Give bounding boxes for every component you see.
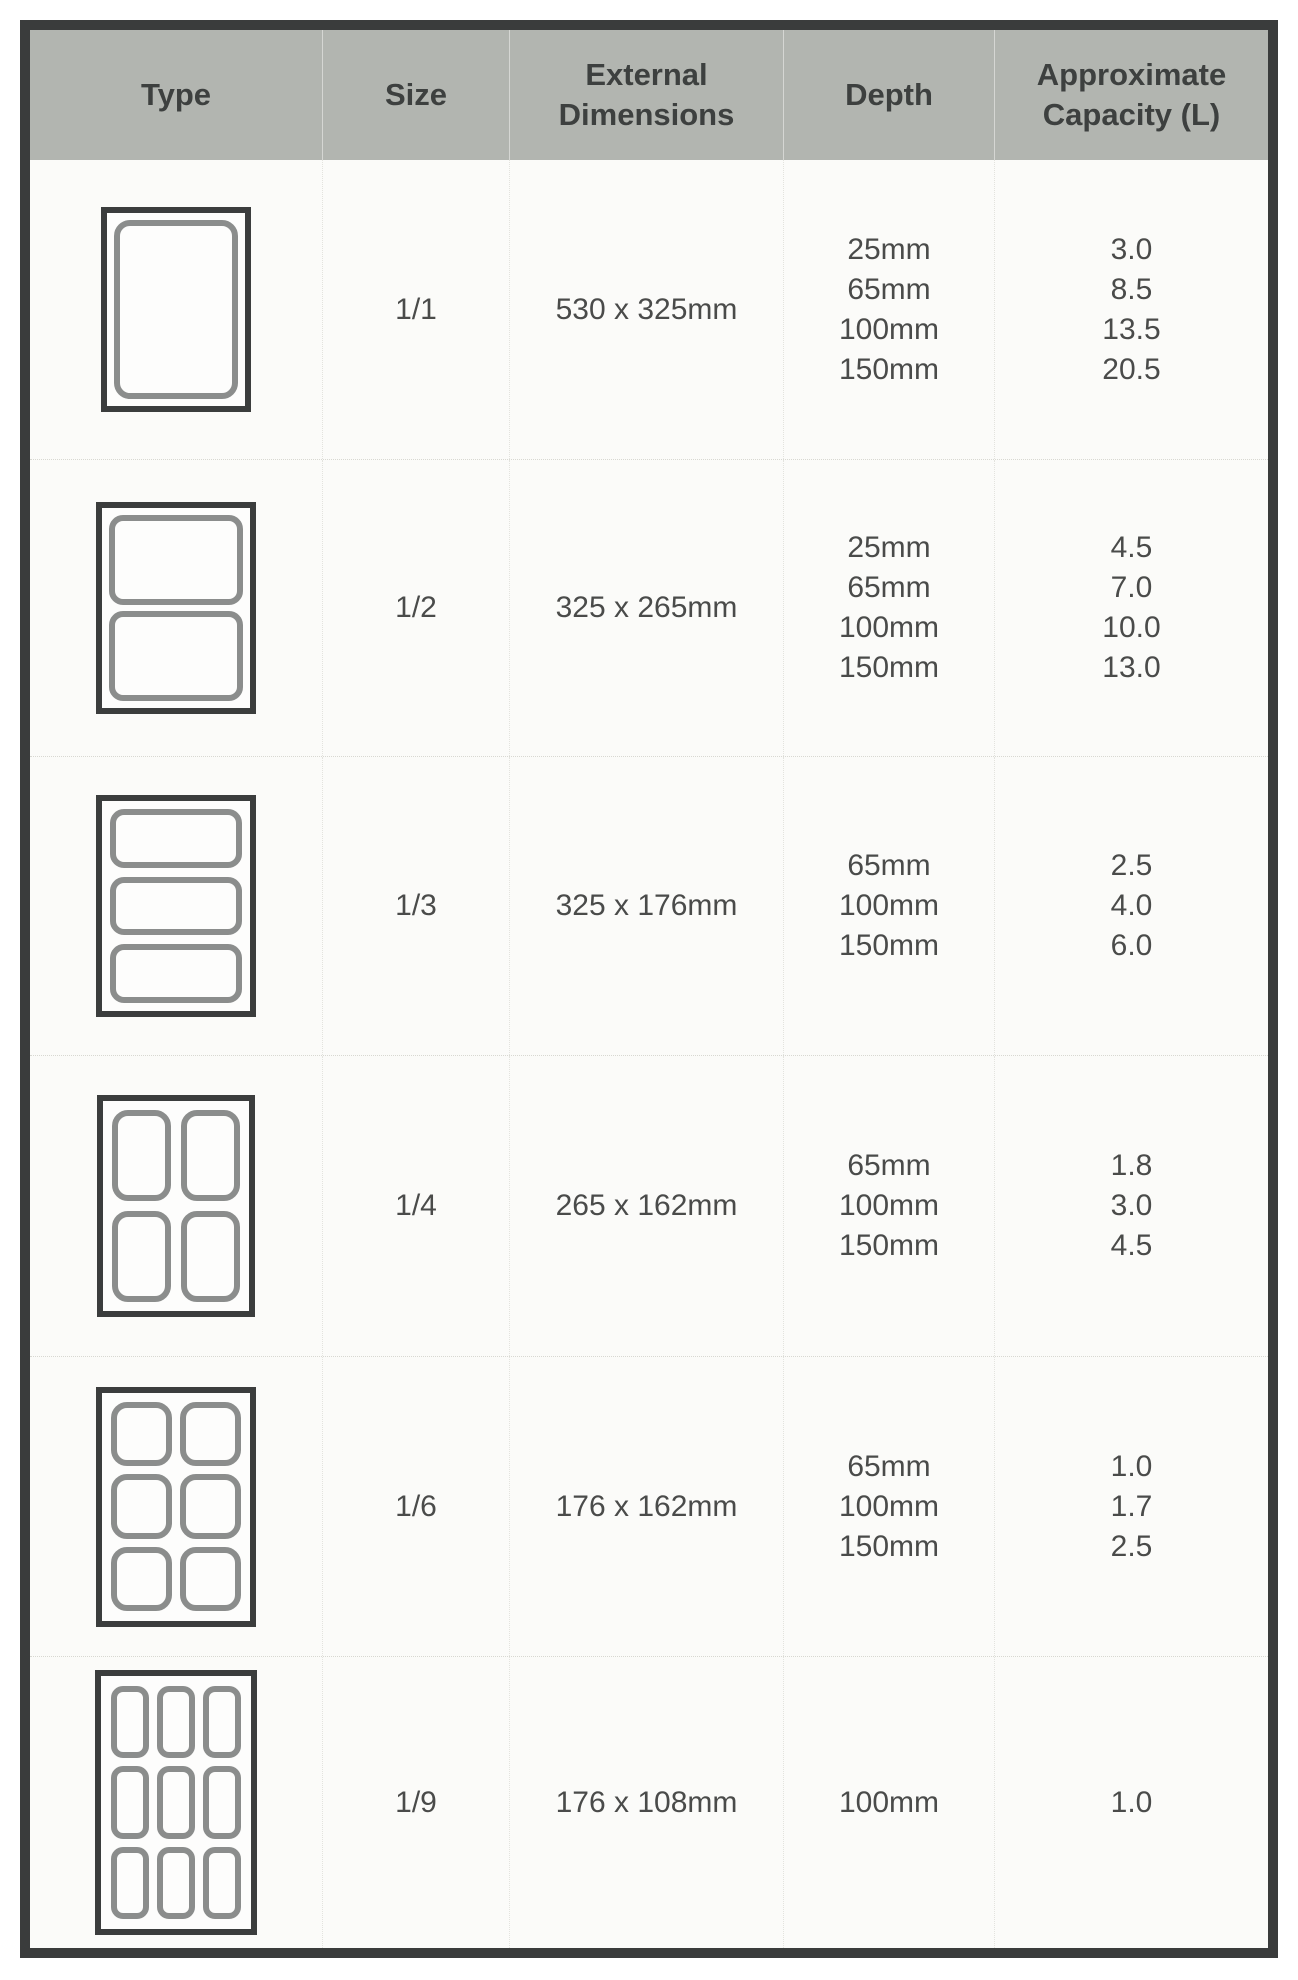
pan-compartment <box>157 1766 195 1838</box>
table-row <box>30 459 1268 756</box>
pan-compartment <box>181 1211 240 1302</box>
size-cell: 1/6 <box>322 1357 509 1656</box>
size-cell: 1/2 <box>322 460 509 756</box>
depth-value: 100mm <box>838 611 940 644</box>
pan-compartment <box>180 1474 241 1539</box>
capacity-value: 6.0 <box>1110 929 1153 962</box>
capacity-cell <box>994 160 1268 459</box>
capacity-cell <box>994 1657 1268 1948</box>
column-header-external-dimensions: External Dimensions <box>509 30 783 160</box>
table-row <box>30 1356 1268 1656</box>
size-cell: 1/9 <box>322 1657 509 1948</box>
table-row <box>30 160 1268 459</box>
pan-compartment <box>111 1547 172 1612</box>
depth-cell <box>783 160 994 459</box>
depth-value: 100mm <box>838 1785 940 1819</box>
capacity-value: 13.5 <box>1102 312 1161 346</box>
capacity-cell <box>994 460 1268 756</box>
depth-value: 100mm <box>838 312 940 346</box>
depth-cell <box>783 1657 994 1948</box>
capacity-value: 3.0 <box>1110 1189 1153 1222</box>
table-row <box>30 1055 1268 1356</box>
dimensions-cell: 176 x 108mm <box>509 1657 783 1948</box>
pan-compartment <box>111 1686 149 1758</box>
depth-value: 100mm <box>838 1189 940 1222</box>
pan-compartment <box>110 877 242 936</box>
capacity-value: 7.0 <box>1110 571 1153 604</box>
pan-compartment <box>180 1402 241 1467</box>
capacity-value: 4.5 <box>1110 531 1153 564</box>
capacity-value: 8.5 <box>1110 272 1153 306</box>
pan-compartment <box>203 1766 241 1838</box>
type-cell <box>30 160 322 459</box>
table-header-row <box>30 30 1268 160</box>
capacity-value: 20.5 <box>1102 352 1161 386</box>
table-row <box>30 756 1268 1055</box>
column-header-size: Size <box>322 30 509 160</box>
capacity-value: 13.0 <box>1102 651 1161 684</box>
capacity-value: 1.0 <box>1110 1449 1153 1483</box>
size-cell: 1/1 <box>322 160 509 459</box>
depth-cell <box>783 460 994 756</box>
size-cell: 1/3 <box>322 757 509 1055</box>
capacity-value: 4.5 <box>1110 1229 1153 1262</box>
pan-compartment <box>203 1686 241 1758</box>
pan-compartment <box>111 1402 172 1467</box>
pan-compartment <box>110 944 242 1003</box>
pan-compartment <box>114 220 238 399</box>
depth-cell <box>783 1056 994 1356</box>
pan-compartment <box>110 809 242 868</box>
depth-value: 150mm <box>838 352 940 386</box>
column-header-depth: Depth <box>783 30 994 160</box>
pan-compartment <box>181 1110 240 1201</box>
pan-compartment <box>111 1766 149 1838</box>
column-header-type: Type <box>140 76 212 112</box>
depth-value: 150mm <box>838 929 940 962</box>
pan-1-1-icon <box>101 207 251 412</box>
capacity-value: 1.8 <box>1110 1149 1153 1182</box>
depth-value: 65mm <box>847 571 931 604</box>
depth-value: 150mm <box>838 1529 940 1563</box>
size-cell: 1/4 <box>322 1056 509 1356</box>
depth-value: 100mm <box>838 889 940 922</box>
depth-value: 65mm <box>847 272 931 306</box>
dimensions-cell: 530 x 325mm <box>509 160 783 459</box>
pan-1-6-icon <box>96 1387 256 1627</box>
depth-value: 65mm <box>847 1449 931 1483</box>
capacity-value: 1.0 <box>1110 1785 1153 1819</box>
depth-value: 25mm <box>847 531 931 564</box>
dimensions-cell: 265 x 162mm <box>509 1056 783 1356</box>
depth-cell <box>783 1357 994 1656</box>
gastronorm-size-table <box>20 20 1278 1958</box>
table-row <box>30 1656 1268 1948</box>
capacity-value: 1.7 <box>1110 1489 1153 1523</box>
depth-value: 150mm <box>838 1229 940 1262</box>
capacity-value: 4.0 <box>1110 889 1153 922</box>
dimensions-cell: 325 x 176mm <box>509 757 783 1055</box>
type-cell <box>30 1357 322 1656</box>
depth-value: 65mm <box>847 1149 931 1182</box>
pan-compartment <box>111 1847 149 1919</box>
type-cell <box>30 757 322 1055</box>
pan-compartment <box>109 515 243 605</box>
depth-value: 100mm <box>838 1489 940 1523</box>
dimensions-cell: 325 x 265mm <box>509 460 783 756</box>
capacity-value: 3.0 <box>1110 232 1153 266</box>
depth-value: 65mm <box>847 849 931 882</box>
pan-compartment <box>112 1211 171 1302</box>
pan-compartment <box>109 611 243 701</box>
pan-1-3-icon <box>96 795 256 1017</box>
capacity-cell <box>994 1357 1268 1656</box>
depth-cell <box>783 757 994 1055</box>
pan-compartment <box>111 1474 172 1539</box>
pan-compartment <box>157 1847 195 1919</box>
pan-compartment <box>180 1547 241 1612</box>
capacity-cell <box>994 1056 1268 1356</box>
type-cell <box>30 1657 322 1948</box>
capacity-value: 2.5 <box>1110 1529 1153 1563</box>
depth-value: 25mm <box>847 232 931 266</box>
dimensions-cell: 176 x 162mm <box>509 1357 783 1656</box>
type-cell <box>30 460 322 756</box>
depth-value: 150mm <box>838 651 940 684</box>
type-cell <box>30 1056 322 1356</box>
pan-1-4-icon <box>97 1095 255 1317</box>
column-header-approximate-capacity: Approximate Capacity (L) <box>994 30 1268 160</box>
capacity-value: 2.5 <box>1110 849 1153 882</box>
pan-compartment <box>203 1847 241 1919</box>
capacity-value: 10.0 <box>1102 611 1161 644</box>
capacity-cell <box>994 757 1268 1055</box>
pan-compartment <box>157 1686 195 1758</box>
pan-1-9-icon <box>95 1670 257 1935</box>
pan-compartment <box>112 1110 171 1201</box>
pan-1-2-icon <box>96 502 256 714</box>
